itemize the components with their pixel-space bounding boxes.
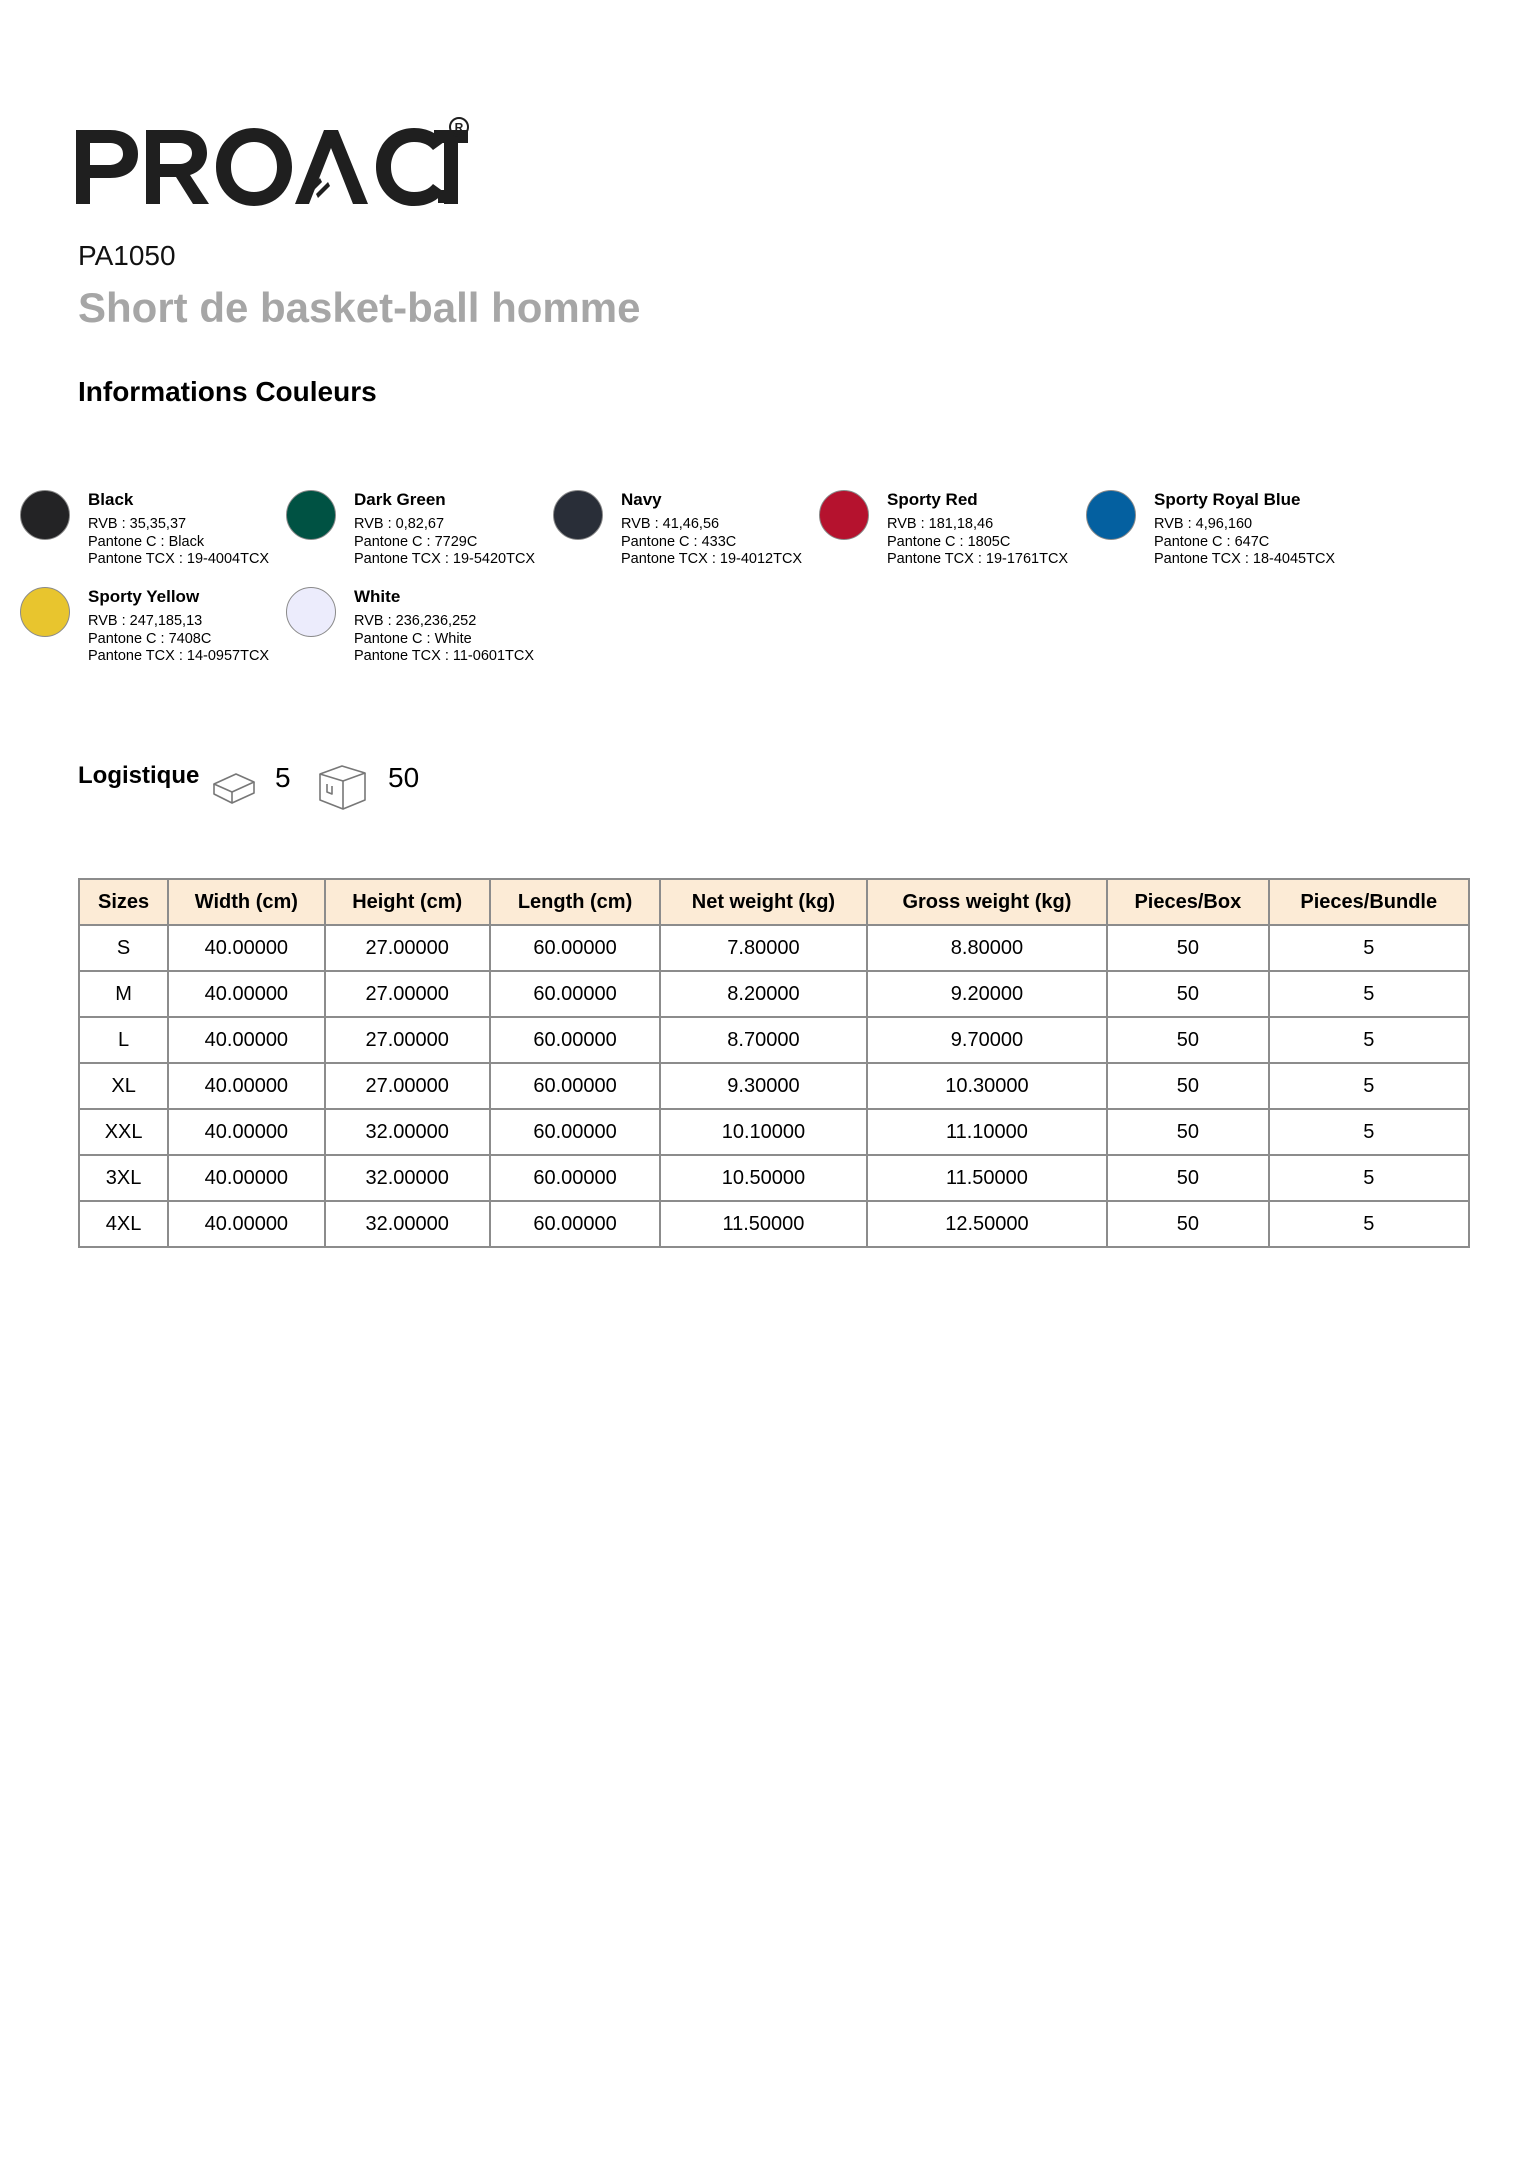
color-rvb: RVB : 4,96,160 [1154, 516, 1253, 532]
color-pantone-c: Pantone C : 1805C [887, 533, 1011, 550]
table-cell: 60.00000 [490, 1017, 660, 1063]
color-swatch [553, 490, 819, 580]
table-cell: 9.70000 [867, 1017, 1108, 1063]
table-cell: 27.00000 [325, 1017, 490, 1063]
table-cell: 60.00000 [490, 1201, 660, 1247]
color-info [88, 490, 269, 569]
color-pantone-c: Pantone C : White [354, 630, 472, 647]
product-reference: PA1050 [78, 240, 176, 271]
column-header: Width (cm) [168, 879, 324, 925]
table-cell: 7.80000 [660, 925, 866, 971]
color-swatch [1086, 490, 1352, 580]
table-row [79, 1201, 1469, 1247]
table-cell: 27.00000 [325, 925, 490, 971]
table-row [79, 925, 1469, 971]
color-swatch [286, 587, 552, 677]
color-pantone-tcx: Pantone TCX : 19-5420TCX [354, 551, 536, 567]
table-cell: 27.00000 [325, 971, 490, 1017]
color-rvb: RVB : 247,185,13 [88, 613, 203, 629]
color-pantone-c: Pantone C : 7729C [354, 533, 478, 550]
color-rvb: RVB : 41,46,56 [621, 516, 720, 532]
svg-text:R: R [454, 120, 464, 135]
table-cell: 50 [1107, 1017, 1268, 1063]
table-cell: 27.00000 [325, 1063, 490, 1109]
table-cell: 8.80000 [867, 925, 1108, 971]
table-cell: 10.10000 [660, 1109, 866, 1155]
color-name: White [354, 587, 401, 606]
table-cell: 60.00000 [490, 1155, 660, 1201]
table-cell: 60.00000 [490, 971, 660, 1017]
color-rvb: RVB : 35,35,37 [88, 516, 187, 532]
table-cell: 11.10000 [867, 1109, 1108, 1155]
specifications-table [78, 878, 1470, 1248]
color-rvb: RVB : 181,18,46 [887, 516, 994, 532]
table-cell: 12.50000 [867, 1201, 1108, 1247]
column-header: Pieces/Box [1107, 879, 1268, 925]
color-swatch [286, 490, 552, 580]
colors-heading: Informations Couleurs [78, 376, 377, 407]
table-cell: 40.00000 [168, 971, 324, 1017]
color-info [354, 490, 535, 569]
table-cell: 50 [1107, 925, 1268, 971]
color-name: Dark Green [354, 490, 446, 509]
color-dot [1086, 490, 1136, 540]
color-pantone-tcx: Pantone TCX : 18-4045TCX [1154, 551, 1336, 567]
color-rvb: RVB : 236,236,252 [354, 613, 477, 629]
table-cell: M [79, 971, 168, 1017]
table-cell: 10.50000 [660, 1155, 866, 1201]
table-body [79, 925, 1469, 1247]
table-cell: S [79, 925, 168, 971]
table-cell: 5 [1269, 1201, 1469, 1247]
color-swatch [20, 587, 286, 677]
color-pantone-c: Pantone C : 647C [1154, 533, 1270, 550]
color-name: Sporty Royal Blue [1154, 490, 1301, 509]
table-cell: 5 [1269, 1155, 1469, 1201]
table-row [79, 971, 1469, 1017]
table-cell: 5 [1269, 1109, 1469, 1155]
table-cell: 60.00000 [490, 1109, 660, 1155]
table-cell: 50 [1107, 1063, 1268, 1109]
color-name: Sporty Red [887, 490, 978, 509]
color-dot [286, 490, 336, 540]
table-cell: 32.00000 [325, 1155, 490, 1201]
box-icon [318, 762, 368, 812]
color-pantone-tcx: Pantone TCX : 11-0601TCX [354, 648, 535, 664]
color-info [887, 490, 1068, 569]
table-cell: 11.50000 [867, 1155, 1108, 1201]
table-cell: XL [79, 1063, 168, 1109]
logo-dot [438, 190, 451, 203]
table-cell: 11.50000 [660, 1201, 866, 1247]
table-cell: 50 [1107, 1109, 1268, 1155]
table-cell: 5 [1269, 1063, 1469, 1109]
color-name: Navy [621, 490, 662, 509]
table-cell: 8.20000 [660, 971, 866, 1017]
color-pantone-tcx: Pantone TCX : 14-0957TCX [88, 648, 270, 664]
table-row [79, 1155, 1469, 1201]
table-cell: 5 [1269, 1017, 1469, 1063]
table-row [79, 1017, 1469, 1063]
color-info [88, 587, 269, 666]
table-cell: 40.00000 [168, 1201, 324, 1247]
table-header-row [79, 879, 1469, 925]
table-cell: 5 [1269, 925, 1469, 971]
table-cell: 32.00000 [325, 1109, 490, 1155]
logistics-heading: Logistique [78, 762, 200, 789]
table-cell: 8.70000 [660, 1017, 866, 1063]
color-pantone-c: Pantone C : 7408C [88, 630, 212, 647]
registered-mark-icon [448, 116, 470, 138]
table-cell: 50 [1107, 1201, 1268, 1247]
color-dot [20, 587, 70, 637]
color-swatch [819, 490, 1085, 580]
table-cell: 32.00000 [325, 1201, 490, 1247]
color-name: Black [88, 490, 134, 509]
table-cell: 50 [1107, 971, 1268, 1017]
color-pantone-tcx: Pantone TCX : 19-1761TCX [887, 551, 1069, 567]
color-rvb: RVB : 0,82,67 [354, 516, 445, 532]
color-pantone-tcx: Pantone TCX : 19-4004TCX [88, 551, 270, 567]
table-cell: 5 [1269, 971, 1469, 1017]
column-header: Length (cm) [490, 879, 660, 925]
table-cell: 50 [1107, 1155, 1268, 1201]
table-cell: 60.00000 [490, 1063, 660, 1109]
color-pantone-c: Pantone C : 433C [621, 533, 737, 550]
table-cell: 40.00000 [168, 1155, 324, 1201]
color-info [621, 490, 802, 569]
color-swatch [20, 490, 286, 580]
table-cell: 40.00000 [168, 1017, 324, 1063]
column-header: Sizes [79, 879, 168, 925]
column-header: Height (cm) [325, 879, 490, 925]
table-cell: 40.00000 [168, 1109, 324, 1155]
color-name: Sporty Yellow [88, 587, 200, 606]
product-title: Short de basket-ball homme [78, 284, 641, 331]
table-row [79, 1109, 1469, 1155]
color-dot [20, 490, 70, 540]
color-info [1154, 490, 1335, 569]
box-quantity: 50 [388, 762, 420, 793]
color-dot [819, 490, 869, 540]
table-cell: 40.00000 [168, 925, 324, 971]
table-cell: 9.20000 [867, 971, 1108, 1017]
column-header: Pieces/Bundle [1269, 879, 1469, 925]
table-cell: 10.30000 [867, 1063, 1108, 1109]
color-info [354, 587, 534, 666]
color-pantone-tcx: Pantone TCX : 19-4012TCX [621, 551, 803, 567]
table-cell: 4XL [79, 1201, 168, 1247]
table-cell: 60.00000 [490, 925, 660, 971]
column-header: Gross weight (kg) [867, 879, 1108, 925]
table-cell: XXL [79, 1109, 168, 1155]
table-cell: 9.30000 [660, 1063, 866, 1109]
bundle-quantity: 5 [275, 762, 291, 793]
table-cell: L [79, 1017, 168, 1063]
bundle-icon [212, 770, 256, 806]
color-dot [553, 490, 603, 540]
table-cell: 40.00000 [168, 1063, 324, 1109]
table-cell: 3XL [79, 1155, 168, 1201]
color-dot [286, 587, 336, 637]
table-row [79, 1063, 1469, 1109]
color-pantone-c: Pantone C : Black [88, 533, 205, 550]
column-header: Net weight (kg) [660, 879, 866, 925]
proact-logo [76, 112, 476, 216]
